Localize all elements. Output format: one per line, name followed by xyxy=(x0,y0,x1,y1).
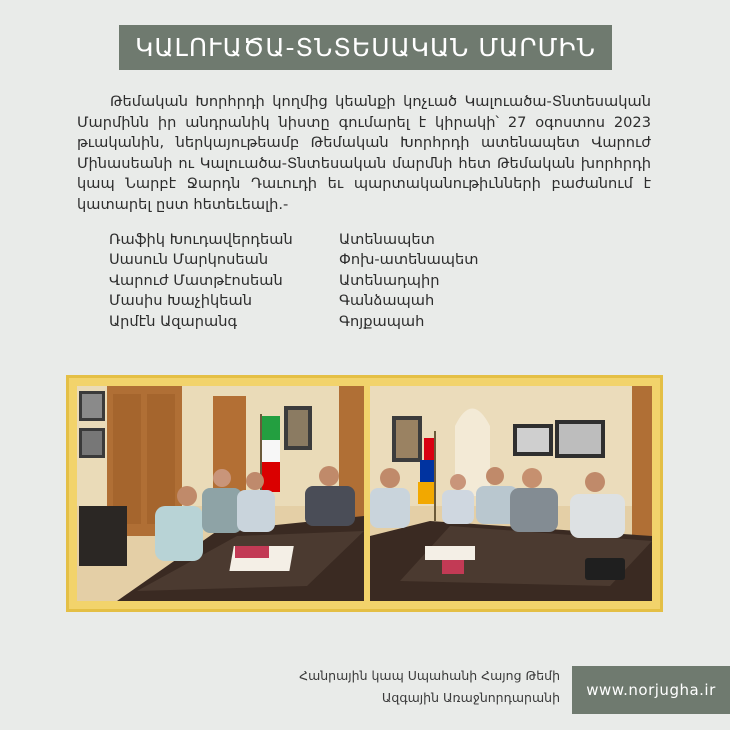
footer-office-line: Ազգային Առաջնորդարանի xyxy=(381,690,560,705)
member-role: Գանձապահ xyxy=(339,292,435,310)
roster-row xyxy=(109,250,529,270)
member-name: Արմէն Ազարանգ xyxy=(109,312,238,330)
roster-row xyxy=(109,312,529,332)
roster-row xyxy=(109,230,529,250)
meeting-photo-left xyxy=(77,386,364,601)
roster-row xyxy=(109,291,529,311)
member-role: Ատենադպիր xyxy=(339,271,440,289)
page-title: ԿԱԼՈՒԱԾԱ-ՏՆՏԵՍԱԿԱՆ ՄԱՐՄԻՆ xyxy=(119,25,612,70)
committee-roster xyxy=(109,230,529,332)
member-name: Մասիս Խաչիկեան xyxy=(109,292,252,310)
member-name: Վարուժ Մատթէոսեան xyxy=(109,271,283,289)
member-name: Սասուն Մարկոսեան xyxy=(109,251,269,269)
meeting-photo-right xyxy=(370,386,652,601)
roster-row xyxy=(109,271,529,291)
member-role: Գոյքապահ xyxy=(339,312,425,330)
member-role: Ատենապետ xyxy=(339,231,435,248)
member-role: Փոխ-ատենապետ xyxy=(339,251,479,269)
member-name: Ռաֆիկ Խուդավերդեան xyxy=(109,231,293,248)
announcement-paragraph: Թեմական Խորհրդի կողմից կեանքի կոչւած Կալուածա-Տնտեսական Մարմինն իր անդրանիկ նիստը գումարել է կիրակի՝ 27 օգոստոս 2023 թւականին, ներկայութեամբ Թեմական Խորհրդի ատենապետ Վարուժ Մինասեանի ու Կալուածա-Տնտեսական մարմնի հետ Թեմական խորհրդի կապ Նարբէ Ջարդն Դաւուդի եւ պարտականութիւնների բաժանում է կատարել ըստ հետեւեալի.- xyxy=(77,93,651,213)
photo-frame xyxy=(66,375,663,612)
website-link[interactable]: www.norjugha.ir xyxy=(572,666,730,714)
footer-organization-line: Հանրային կապ Սպահանի Հայոց Թեմի xyxy=(299,668,560,683)
